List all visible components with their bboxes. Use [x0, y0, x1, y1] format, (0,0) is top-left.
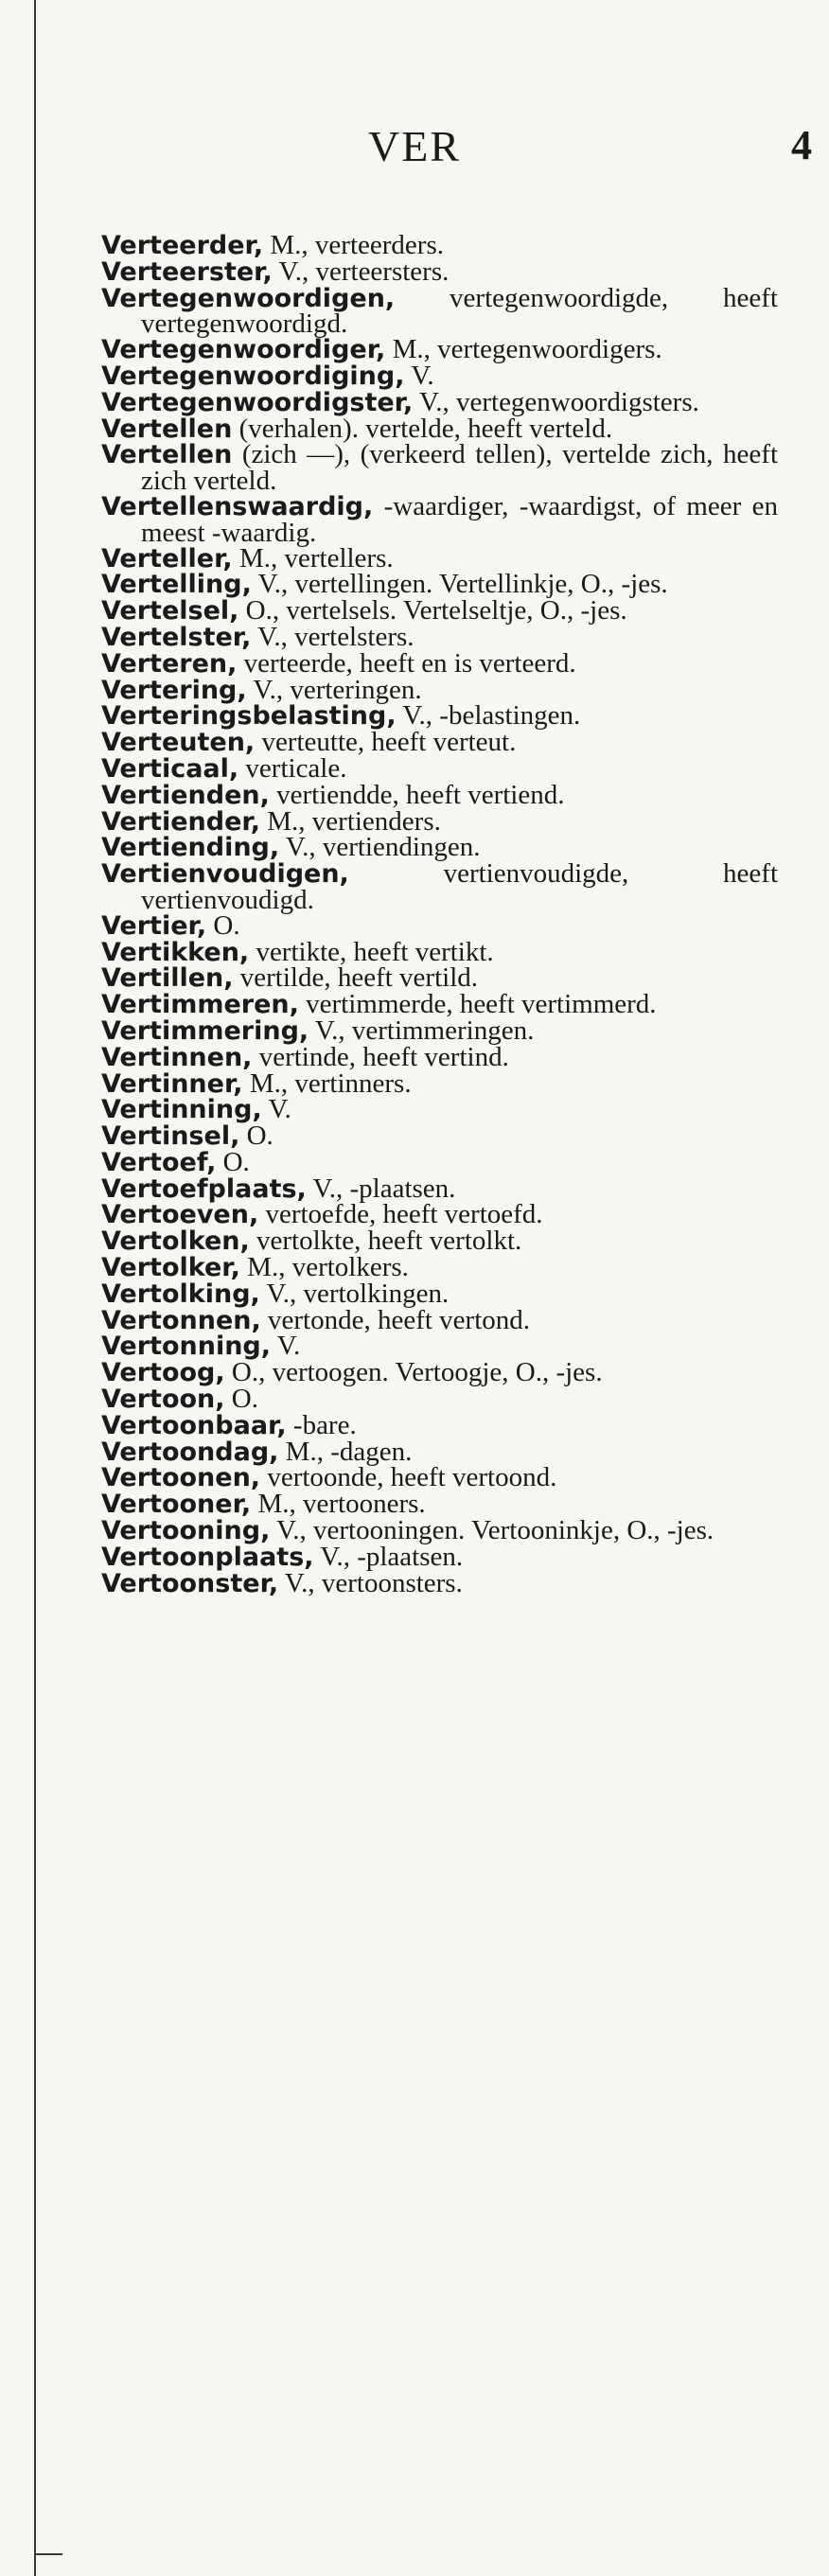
dictionary-entry — [101, 1041, 778, 1072]
dictionary-entry — [101, 727, 778, 758]
entry-headword: Vertiending, — [101, 833, 280, 863]
entry-headword: Vertolker, — [101, 1253, 240, 1283]
entry-definition: M., vertegenwoordigers. — [385, 334, 662, 365]
entry-headword: Vertelster, — [101, 622, 252, 652]
dictionary-entry — [101, 1462, 778, 1493]
dictionary-entry — [101, 621, 778, 652]
entry-headword: Vertegenwoordiging, — [101, 361, 405, 391]
entry-definition: V., vertelsters. — [251, 621, 414, 652]
dictionary-entry — [101, 1146, 778, 1177]
entry-headword: Vertoefplaats, — [101, 1173, 307, 1204]
dictionary-entry — [101, 386, 778, 417]
dictionary-entry — [101, 413, 778, 444]
entry-definition: vertikte, heeft vertikt. — [249, 936, 494, 967]
entry-headword: Vertoog, — [101, 1358, 225, 1388]
dictionary-entry — [101, 1436, 778, 1467]
entry-definition: V., vertooningen. Vertooninkje, O., -jes. — [270, 1515, 714, 1546]
entry-headword: Vertoeven, — [101, 1200, 259, 1230]
dictionary-entry — [101, 647, 778, 679]
entry-headword: Verteller, — [101, 543, 233, 573]
entry-definition: vertolkte, heeft vertolkt. — [249, 1226, 522, 1257]
dictionary-entry — [101, 490, 778, 548]
dictionary-entry — [101, 674, 778, 705]
entry-headword: Vertinner, — [101, 1068, 243, 1099]
entry-definition: verteutte, heeft verteut. — [255, 727, 517, 758]
entry-definition: vertoonde, heeft vertoond. — [260, 1462, 557, 1493]
dictionary-entry — [101, 1199, 778, 1230]
entry-definition: V., -plaatsen. — [313, 1541, 464, 1572]
dictionary-entry — [101, 1515, 778, 1546]
entry-definition: V. — [261, 1094, 291, 1125]
entry-definition: O. — [224, 1384, 258, 1415]
entry-definition: V., verteersters. — [272, 256, 450, 287]
entry-headword: Vertikken, — [101, 937, 250, 967]
entry-headword: Vertelsel, — [101, 596, 239, 626]
entry-headword: Vertering, — [101, 675, 247, 705]
entry-headword: Verteuten, — [101, 728, 256, 758]
entry-headword: Vertoondag, — [101, 1437, 279, 1467]
entry-headword: Vertelling, — [101, 570, 252, 600]
entry-headword: Verteren, — [101, 648, 238, 679]
dictionary-entry — [101, 1094, 778, 1125]
dictionary-entry — [101, 1278, 778, 1309]
dictionary-entry — [101, 858, 778, 915]
dictionary-entry — [101, 569, 778, 600]
dictionary-entry — [101, 1491, 778, 1518]
dictionary-entry — [101, 360, 778, 391]
entry-headword: Verticaal, — [101, 753, 239, 784]
entry-headword: Vertonning, — [101, 1332, 272, 1362]
entry-definition: M., vertellers. — [232, 542, 394, 573]
entry-headword: Vertienden, — [101, 780, 270, 810]
entry-headword: Vertonnen, — [101, 1305, 261, 1335]
dictionary-entry — [101, 1333, 778, 1360]
entry-definition: V., vertimmeringen. — [309, 1015, 535, 1046]
entry-definition: O., vertoogen. Vertoogje, O., -jes. — [224, 1357, 603, 1388]
dictionary-entry — [101, 700, 778, 732]
entry-definition: V., vertiendingen. — [279, 832, 481, 863]
dictionary-entry — [101, 779, 778, 810]
entry-headword: Vertolken, — [101, 1226, 250, 1257]
entry-definition: M., vertooners. — [251, 1489, 426, 1520]
entry-definition: O., vertelsels. Vertelseltje, O., -jes. — [238, 595, 627, 626]
dictionary-entry — [101, 439, 778, 497]
entry-headword: Vertegenwoordigen, — [101, 283, 396, 313]
dictionary-entry — [101, 962, 778, 994]
entry-definition: M., vertienders. — [260, 805, 441, 837]
dictionary-entry — [101, 1252, 778, 1283]
entry-headword: Vertoonster, — [101, 1568, 279, 1598]
entry-definition: V., -plaatsen. — [306, 1173, 456, 1204]
entry-definition: verticale. — [238, 752, 347, 784]
bottom-margin-rule — [34, 2553, 62, 2555]
dictionary-entry — [101, 936, 778, 967]
entry-headword: Vertinning, — [101, 1095, 262, 1125]
entry-headword: Vertiender, — [101, 806, 260, 837]
entry-headword: Vertellen — [101, 414, 233, 444]
dictionary-entry — [101, 282, 778, 340]
dictionary-entry — [101, 1304, 778, 1335]
entry-definition: M., vertolkers. — [239, 1252, 409, 1283]
entry-definition: V., -belastingen. — [396, 700, 581, 732]
entry-definition: V. — [404, 360, 434, 391]
entry-headword: Vertooning, — [101, 1516, 271, 1546]
dictionary-entry — [101, 752, 778, 784]
entry-definition: -waardiger, -waardigst, of meer en meest -waardig. — [141, 490, 778, 548]
dictionary-entry — [101, 1541, 778, 1572]
entry-headword: Vertellenswaardig, — [101, 491, 374, 521]
entry-headword: Verteringsbelasting, — [101, 701, 397, 732]
entry-definition: vertiendde, heeft vertiend. — [269, 779, 565, 810]
entry-definition: V., vertegenwoordigsters. — [413, 386, 699, 417]
dictionary-entry — [101, 595, 778, 626]
entry-headword: Vertoonen, — [101, 1463, 261, 1493]
entry-definition: verteerde, heeft en is verteerd. — [237, 647, 576, 679]
entry-headword: Vertinsel, — [101, 1121, 240, 1152]
dictionary-entry — [101, 1357, 778, 1388]
entry-headword: Vertellen — [101, 440, 233, 470]
dictionary-entry — [101, 989, 778, 1020]
entry-headword: Vertoonplaats, — [101, 1542, 314, 1572]
entry-definition: V., verteringen. — [246, 674, 422, 705]
entry-definition: V., vertolkingen. — [259, 1278, 450, 1309]
entry-headword: Vertimmeren, — [101, 990, 299, 1020]
entry-definition: vertegenwoordigde, heeft vertegenwoordigd. — [141, 282, 778, 340]
entry-definition: V. — [271, 1331, 301, 1362]
entry-definition: vertonde, heeft vertond. — [260, 1304, 531, 1335]
entry-definition: (zich —), (verkeerd tellen), vertelde zich, heeft zich verteld. — [141, 439, 778, 497]
entry-definition: O. — [239, 1120, 273, 1152]
entry-definition: V., vertellingen. Vertellinkje, O., -jes. — [251, 569, 668, 600]
entry-definition: vertienvoudigde, heeft vertienvoudigd. — [141, 858, 778, 915]
dictionary-entry — [101, 230, 778, 260]
entry-definition: vertinde, heeft vertind. — [252, 1041, 509, 1072]
left-margin-rule — [34, 0, 36, 2576]
page-title: VER — [368, 122, 461, 170]
entry-definition: O. — [216, 1146, 250, 1177]
entry-definition: O. — [206, 909, 240, 941]
entry-definition: (verhalen). vertelde, heeft verteld. — [232, 413, 613, 444]
entry-headword: Vertoef, — [101, 1147, 217, 1177]
dictionary-entry — [101, 1409, 778, 1440]
dictionary-entry — [101, 1120, 778, 1152]
entry-headword: Vertoon, — [101, 1385, 225, 1415]
dictionary-entry — [101, 1173, 778, 1204]
dictionary-entry — [101, 1015, 778, 1046]
dictionary-entry — [101, 909, 778, 941]
dictionary-entry — [101, 334, 778, 365]
dictionary-entry — [101, 805, 778, 837]
dictionary-entry — [101, 832, 778, 863]
entry-definition: V., vertoonsters. — [278, 1567, 463, 1598]
dictionary-entry — [101, 542, 778, 573]
entry-definition: M., -dagen. — [278, 1436, 413, 1467]
entry-definition: M., vertinners. — [242, 1067, 412, 1099]
entry-headword: Vertegenwoordiger, — [101, 335, 386, 365]
entry-headword: Vertegenwoordigster, — [101, 387, 414, 417]
dictionary-entry — [101, 1567, 778, 1598]
entry-definition: vertoefde, heeft vertoefd. — [258, 1199, 543, 1230]
dictionary-entry — [101, 1228, 778, 1255]
entry-headword: Vertolking, — [101, 1279, 260, 1309]
entry-headword: Vertooner, — [101, 1490, 252, 1520]
entry-headword: Vertienvoudigen, — [101, 859, 349, 890]
entry-definition: -bare. — [286, 1409, 357, 1440]
page-number: 4 — [791, 122, 812, 168]
dictionary-entry — [101, 1386, 778, 1413]
entry-headword: Vertimmering, — [101, 1015, 309, 1046]
entry-definition: M., verteerders. — [263, 230, 444, 260]
entry-headword: Verteerster, — [101, 256, 273, 287]
entry-definition: vertimmerde, heeft vertimmerd. — [298, 989, 657, 1020]
entry-headword: Vertoonbaar, — [101, 1410, 287, 1440]
dictionary-entries — [101, 230, 778, 1598]
entry-headword: Verteerder, — [101, 231, 264, 260]
dictionary-entry — [101, 256, 778, 287]
entry-headword: Vertinnen, — [101, 1042, 253, 1072]
dictionary-entry — [101, 1067, 778, 1099]
entry-headword: Vertier, — [101, 910, 207, 941]
entry-definition: vertilde, heeft vertild. — [233, 962, 478, 994]
entry-headword: Vertillen, — [101, 963, 234, 994]
